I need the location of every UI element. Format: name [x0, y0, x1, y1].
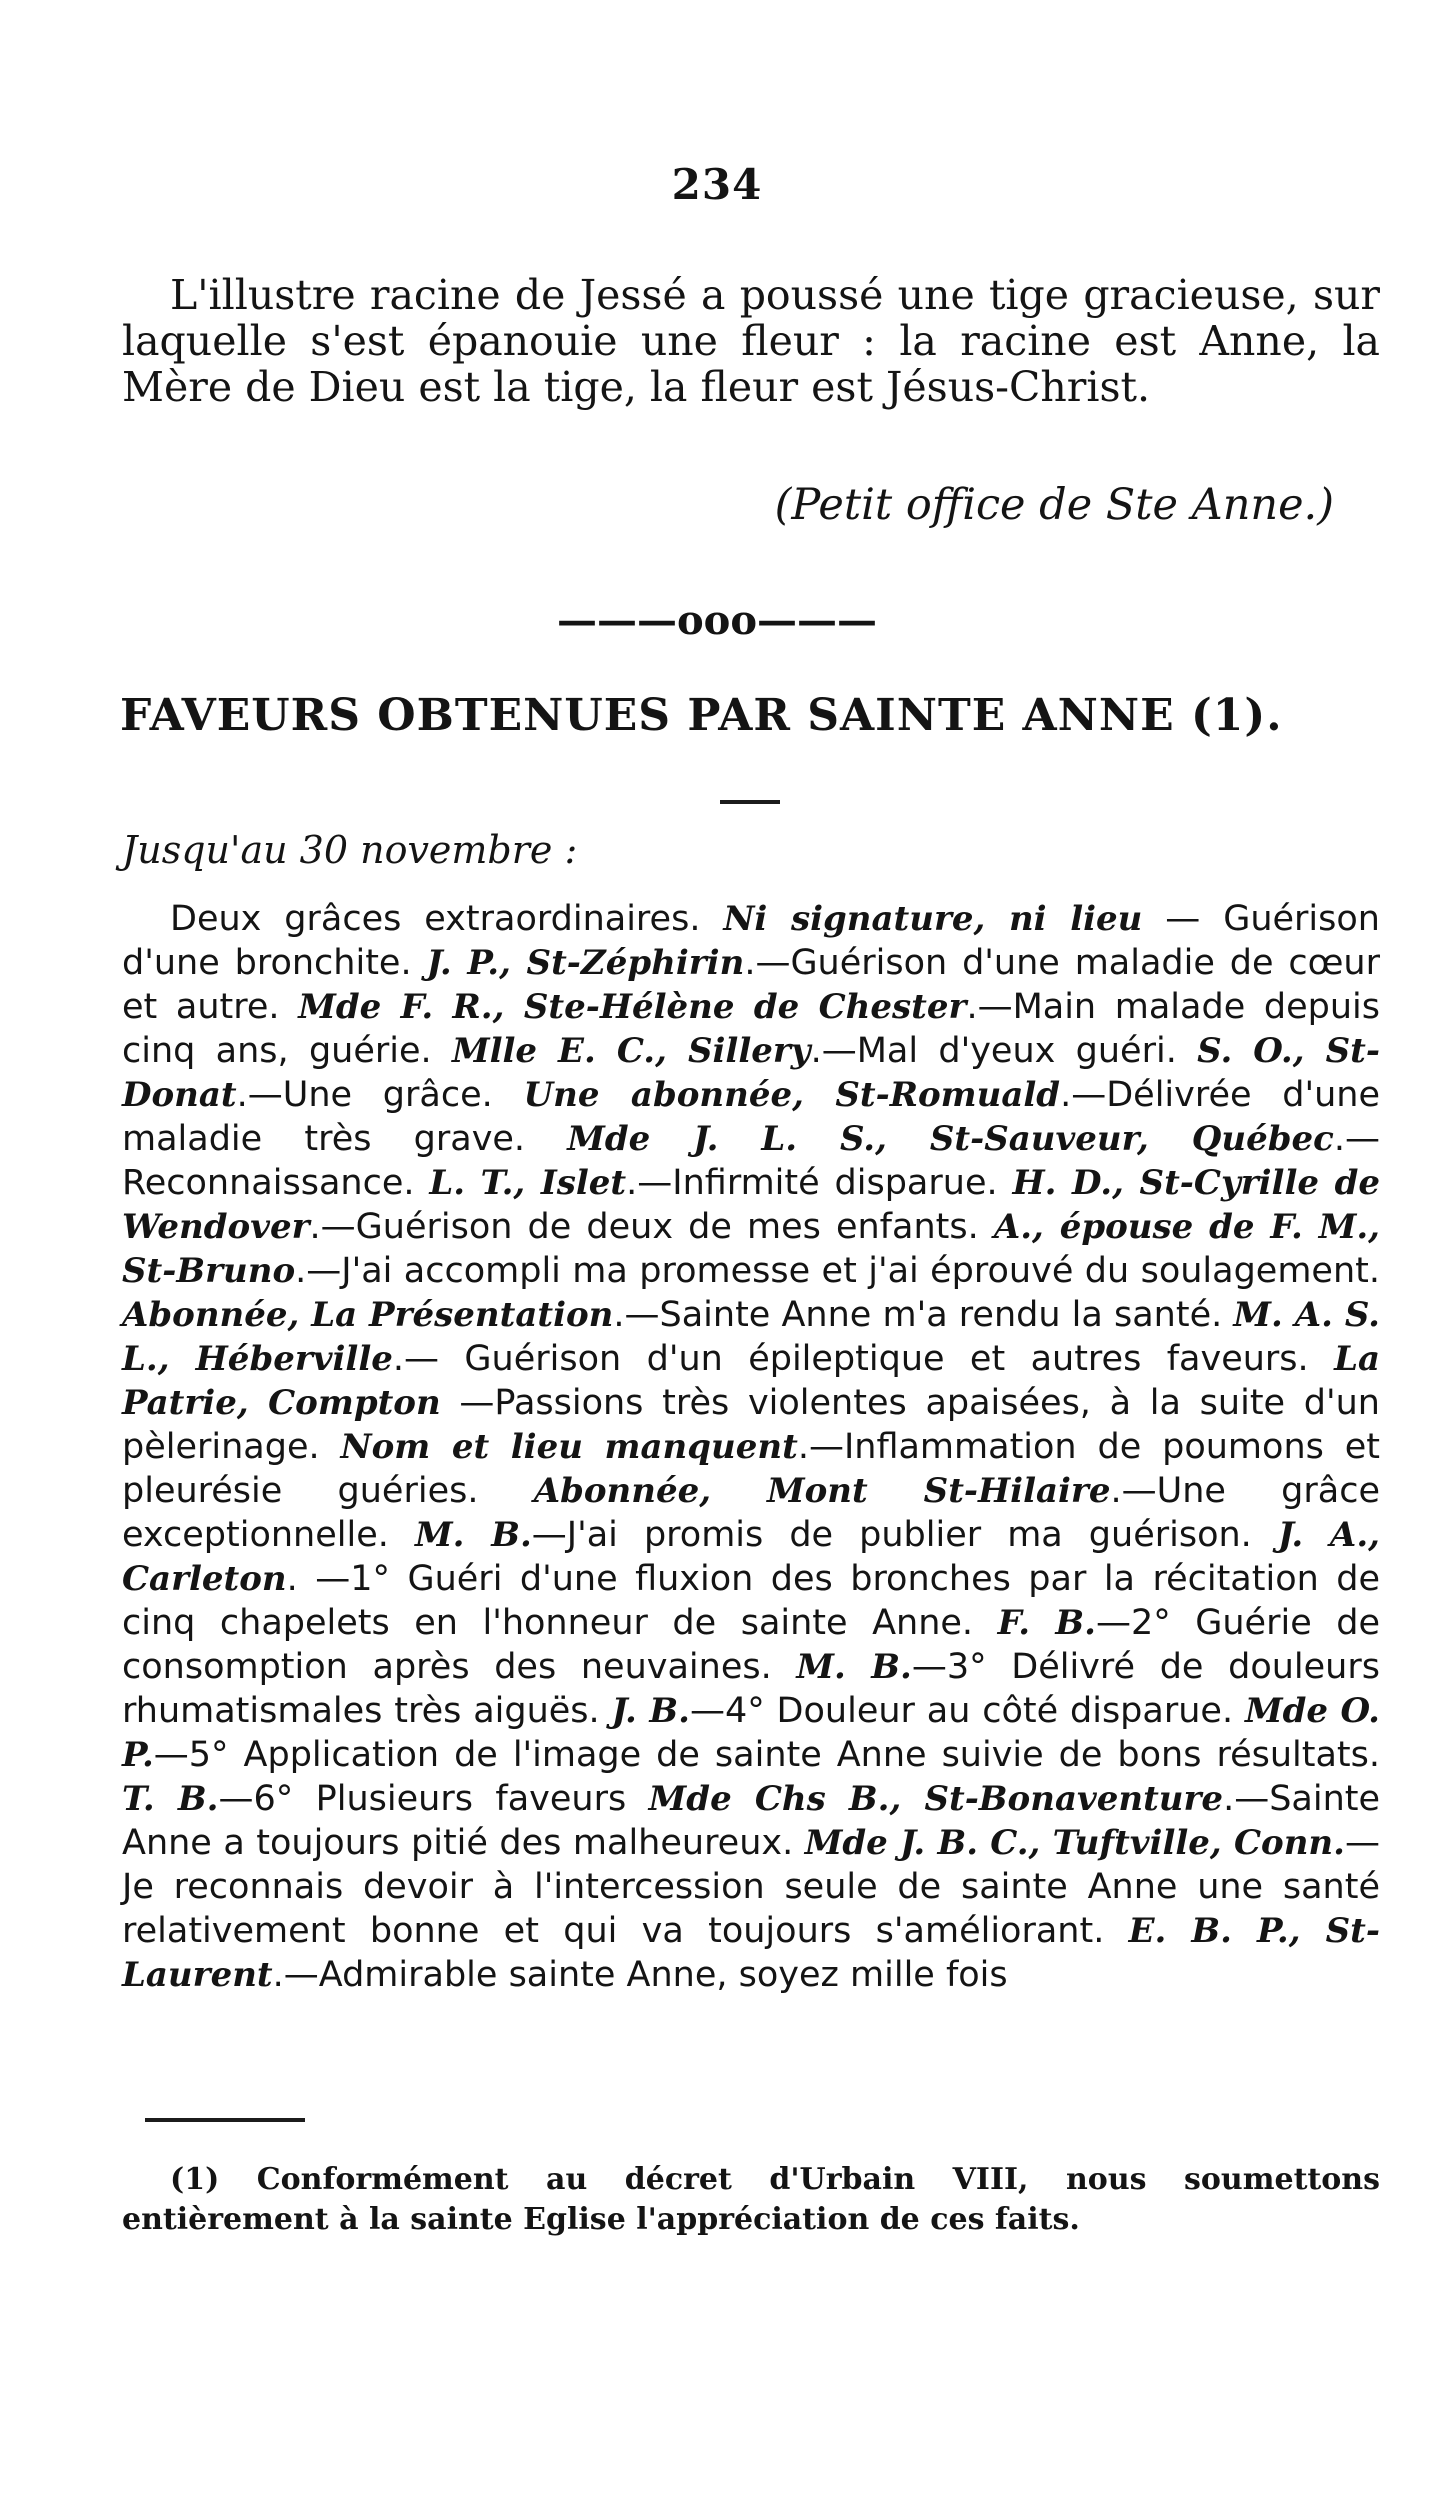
favor-text: .—Guérison d'une maladie de cœur et autre.	[122, 943, 1381, 1027]
favor-attribution: L. T., Islet	[429, 1163, 627, 1203]
favors-paragraph	[122, 897, 1380, 1997]
favor-text: .—Une grâce exceptionnelle.	[122, 1471, 1380, 1555]
favor-attribution: S. O., St-Donat	[122, 1031, 1380, 1115]
favor-attribution: J. P., St-Zéphirin	[426, 943, 745, 983]
favor-text: — Guérison d'une bronchite.	[122, 899, 1380, 983]
favor-text: —Je reconnais devoir à l'intercession seule de sainte Anne une santé relativement bonne et qui va toujours s'améliorant.	[122, 1823, 1380, 1951]
favor-text: .—Guérison de deux de mes enfants.	[309, 1207, 994, 1247]
favor-text: .—Inflammation de poumons et pleurésie guéries.	[122, 1427, 1380, 1511]
favor-text: .—Reconnaissance.	[122, 1119, 1380, 1203]
favor-attribution: La Patrie, Compton	[122, 1339, 1380, 1423]
favor-attribution: Mde J. L. S., St-Sauveur, Québec	[567, 1119, 1334, 1159]
favor-attribution: Mde O. P.	[122, 1691, 1380, 1775]
favor-attribution: M. B.	[796, 1647, 912, 1687]
favor-text: .—Infirmité disparue.	[626, 1163, 1013, 1203]
favor-text: —6° Plusieurs faveurs	[218, 1779, 649, 1819]
favor-text: —4° Douleur au côté disparue.	[689, 1691, 1245, 1731]
favor-attribution: Mde F. R., Ste-Hélène de Chester	[298, 987, 967, 1027]
favor-attribution: J. B.	[611, 1691, 690, 1731]
favor-text: .—Main malade depuis cinq ans, guérie.	[122, 987, 1380, 1071]
epigraph-quote	[122, 272, 1380, 410]
favor-attribution: A., épouse de F. M., St-Bruno	[122, 1207, 1381, 1291]
favor-attribution: Abonnée, Mont St-Hilaire	[533, 1471, 1111, 1511]
favor-attribution: H. D., St-Cyrille de Wendover	[122, 1163, 1380, 1247]
favor-text: .—Sainte Anne m'a rendu la santé.	[613, 1295, 1234, 1335]
favor-text: .—Admirable sainte Anne, soyez mille fois	[272, 1955, 1008, 1995]
favor-attribution: Ni signature, ni lieu	[723, 899, 1143, 939]
favor-text: .— Guérison d'un épileptique et autres faveurs.	[392, 1339, 1335, 1379]
date-line: Jusqu'au 30 novembre :	[122, 828, 578, 872]
section-title: FAVEURS OBTENUES PAR SAINTE ANNE (1).	[120, 690, 1283, 741]
short-rule	[720, 800, 780, 804]
footnote-rule	[145, 2118, 305, 2122]
favor-attribution: Une abonnée, St-Romuald	[523, 1075, 1061, 1115]
favor-attribution: M. B.	[414, 1515, 532, 1555]
favor-text: .—J'ai accompli ma promesse et j'ai éprouvé du soulagement.	[295, 1251, 1380, 1291]
favor-text: .—Mal d'yeux guéri.	[810, 1031, 1198, 1071]
favor-attribution: F. B.	[997, 1603, 1096, 1643]
favor-attribution: Mde J. B. C., Tuftville, Conn.	[804, 1823, 1345, 1863]
favor-attribution: M. A. S. L., Héberville	[122, 1295, 1380, 1379]
favor-text: —2° Guérie de consomption après des neuvaines.	[122, 1603, 1381, 1687]
favor-text: Deux grâces extraordinaires.	[170, 899, 724, 939]
separator: ———ooo———	[556, 597, 878, 644]
favor-attribution: T. B.	[122, 1779, 219, 1819]
favor-attribution: E. B. P., St-Laurent	[122, 1911, 1380, 1995]
favor-attribution: J. A., Carleton	[122, 1515, 1380, 1599]
page-number: 234	[671, 160, 763, 209]
footnote: (1) Conformément au décret d'Urbain VIII, nous soumettons entièrement à la sainte Eglise l'appréciation de ces faits.	[122, 2162, 1380, 2237]
favor-attribution: Nom et lieu manquent	[340, 1427, 798, 1467]
favor-attribution: Abonnée, La Présentation	[122, 1295, 614, 1335]
favor-text: —Passions très violentes apaisées, à la suite d'un pèlerinage.	[122, 1383, 1380, 1467]
favor-attribution: Mde Chs B., St-Bonaventure	[648, 1779, 1224, 1819]
quote-source: (Petit office de Ste Anne.)	[774, 480, 1334, 530]
favor-text: .—Délivrée d'une maladie très grave.	[122, 1075, 1381, 1159]
favor-text: .—Une grâce.	[236, 1075, 524, 1115]
favor-text: —5° Application de l'image de sainte Anne suivie de bons résultats.	[153, 1735, 1380, 1775]
favor-text: .—Sainte Anne a toujours pitié des malheureux.	[122, 1779, 1381, 1863]
favor-attribution: Mlle E. C., Sillery	[451, 1031, 811, 1071]
quote-text: L'illustre racine de Jessé a poussé une tige gracieuse, sur laquelle s'est épanouie une fleur : la racine est Anne, la Mère de Dieu est la tige, la fleur est Jésus-Christ.	[122, 271, 1380, 411]
favor-text: . —1° Guéri d'une fluxion des bronches par la récitation de cinq chapelets en l'honneur de sainte Anne.	[122, 1559, 1380, 1643]
favor-text: —J'ai promis de publier ma guérison.	[531, 1515, 1278, 1555]
favor-text: —3° Délivré de douleurs rhumatismales très aiguës.	[122, 1647, 1380, 1731]
